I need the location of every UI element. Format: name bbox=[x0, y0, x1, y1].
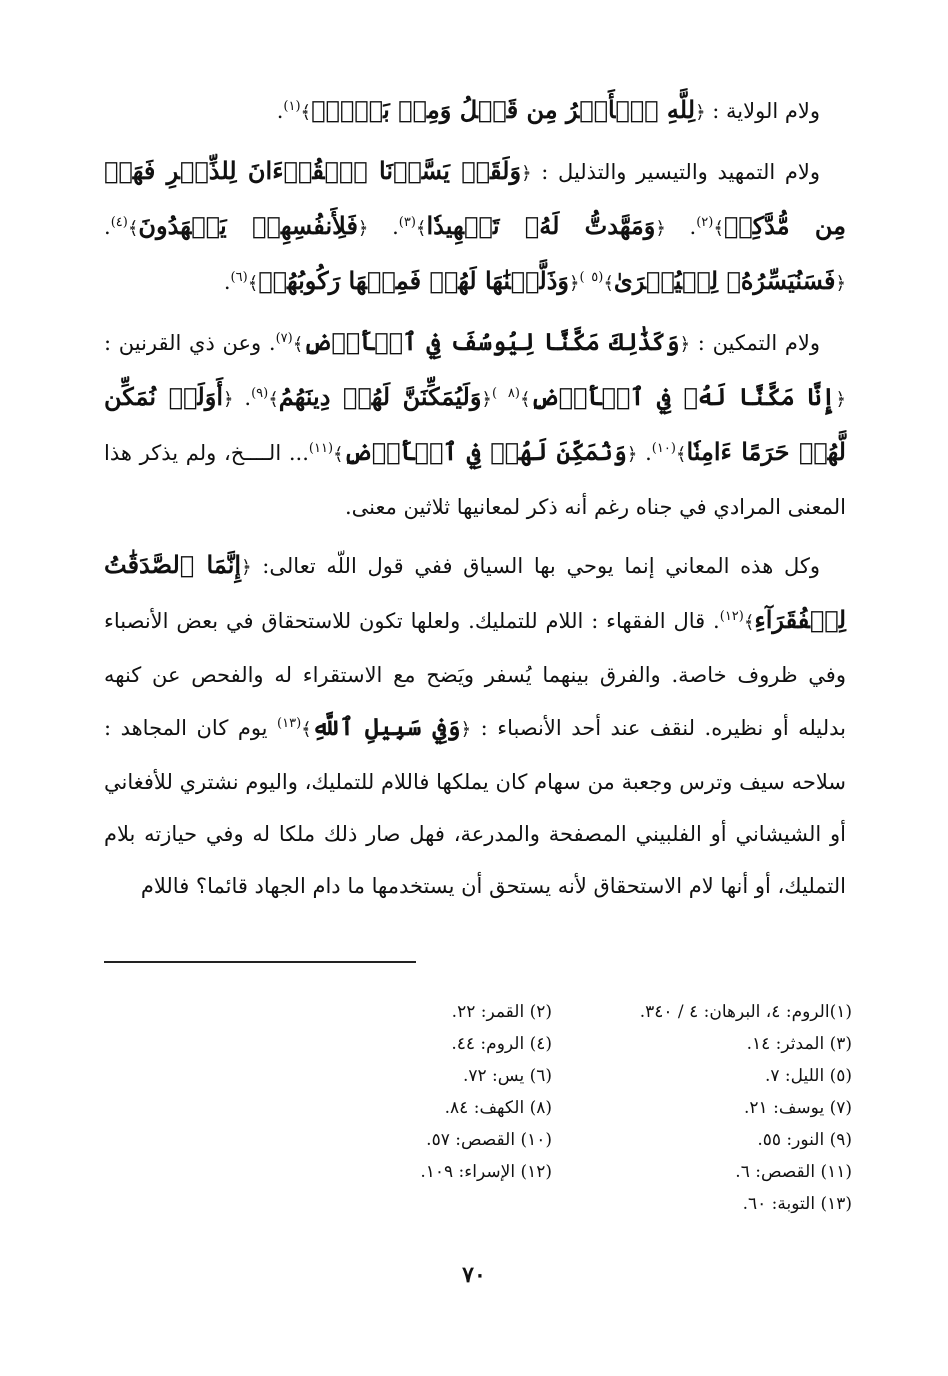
footnote: (٨) الكهف: ٨٤. bbox=[444, 1098, 552, 1118]
page-body bbox=[104, 84, 846, 912]
ayah-open-ornament: ﴿ bbox=[481, 389, 492, 410]
footnote-marker: (١) bbox=[283, 99, 301, 114]
ayah-close-ornament: ﴾ bbox=[743, 612, 755, 633]
body-text: . bbox=[223, 270, 231, 294]
body-text: . bbox=[104, 215, 111, 239]
quran-verse: إِنَّمَا ٱلصَّدَقَٰتُ لِلۡفُقَرَآءِ bbox=[104, 550, 846, 634]
ayah-close-ornament: ﴾ bbox=[247, 273, 259, 294]
body-text: ولام التمكين : bbox=[690, 331, 821, 355]
body-text: يوم كان المجاهد : سلاحه سيف وترس وجعبة من سهام كان يملكها فاللام للتمليك، واليوم نشتري للأفغاني أو الشيشاني أو الفلبيني المصفحة والمدرعة، فهل صار ذلك ملكا له وفي حيازته بلام التمليك، أو أنها لام الاستحقاق لأنه يستحق أن يستخدمها ما دام الجهاد قائما؟ فاللام bbox=[104, 716, 846, 898]
ayah-close-ornament: ﴾ bbox=[292, 334, 304, 355]
ayah-close-ornament: ﴾ bbox=[713, 218, 724, 239]
body-text: . bbox=[233, 386, 252, 410]
quran-verse: وَفِي سَبِيلِ ٱللَّهِ bbox=[311, 712, 461, 741]
ayah-close-ornament: ﴾ bbox=[675, 444, 687, 465]
quran-verse: إِنَّا مَكَّنَّا لَهُۥ فِي ٱلۡأَرۡضِ bbox=[530, 382, 836, 411]
ayah-open-ornament: ﴿ bbox=[835, 273, 846, 294]
footnote-separator bbox=[104, 961, 416, 963]
paragraph bbox=[104, 316, 846, 533]
quran-verse: وَكَذَٰلِكَ مَكَّنَّا لِيُوسُفَ فِي ٱلۡأَرۡضِ bbox=[303, 327, 680, 356]
footnote: (٦) يس: ٧٢. bbox=[462, 1066, 552, 1086]
footnote-marker: (٨ bbox=[507, 386, 520, 401]
footnote: (٣) المدثر: ١٤. bbox=[746, 1034, 852, 1054]
quran-verse: أَوَلَمۡ نُمَكِّن لَّهُمۡ حَرَمًا ءَامِنٗا bbox=[104, 382, 846, 466]
paragraph bbox=[104, 84, 846, 139]
ayah-open-ornament: ﴿ bbox=[521, 163, 532, 184]
ayah-close-ornament: ﴾ bbox=[519, 389, 531, 410]
footnote-marker: (١٢) bbox=[719, 609, 744, 624]
footnote-marker: (٤) bbox=[110, 215, 128, 230]
ayah-close-ornament: ﴾ bbox=[301, 719, 312, 740]
quran-verse: وَلَيُمَكِّنَنَّ لَهُمۡ دِينَهُمُ bbox=[278, 382, 482, 411]
footnote: (٤) الروم: ٤٤. bbox=[451, 1034, 552, 1054]
quran-verse: فَسَنُيَسِّرُهُۥ لِلۡيُسۡرَىٰ bbox=[613, 266, 836, 295]
body-text: . وعن ذي القرنين : bbox=[104, 331, 276, 355]
quran-verse: وَلَقَدۡ يَسَّرۡنَا ٱلۡقُرۡءَانَ لِلذِّكۡرِ فَهَلۡ مِن مُّدَّكِرٖ bbox=[104, 156, 847, 240]
footnote-marker: (٥ bbox=[591, 270, 604, 285]
body-text: ولام الولاية : bbox=[705, 99, 820, 123]
body-text: ولام التمهيد والتيسير والتذليل : bbox=[531, 160, 820, 184]
footnote: (٥) الليل: ٧. bbox=[764, 1066, 852, 1086]
ayah-open-ornament: ﴿ bbox=[655, 218, 666, 239]
body-text: . bbox=[368, 215, 399, 239]
body-text: . bbox=[637, 441, 652, 465]
ayah-open-ornament: ﴿ bbox=[241, 557, 252, 578]
body-text: ... الــــخ، ولم يذكر هذا المعنى المرادي في جناه رغم أنه ذكر لمعانيها ثلاثين معنى. bbox=[104, 441, 846, 519]
ayah-open-ornament: ﴿ bbox=[222, 389, 234, 410]
footnote: (١٣) التوبة: ٦٠. bbox=[742, 1194, 852, 1214]
paragraph bbox=[104, 539, 846, 912]
footnote: (٧) يوسف: ٢١. bbox=[744, 1098, 852, 1118]
footnote: (٩) النور: ٥٥. bbox=[757, 1130, 852, 1150]
ayah-open-ornament: ﴿ bbox=[695, 102, 706, 123]
footnote-marker: (٦) bbox=[230, 270, 248, 285]
footnote: (٢) القمر: ٢٢. bbox=[451, 1002, 552, 1022]
footnote-marker: ) bbox=[491, 386, 498, 401]
body-text bbox=[497, 386, 508, 410]
quran-verse: وَمَهَّدتُّ لَهُۥ تَمۡهِيدٗا bbox=[426, 211, 656, 240]
footnotes-right-column bbox=[552, 996, 852, 1220]
quran-verse: لِلَّهِ ٱلۡأَمۡرُ مِن قَبۡلُ وَمِنۢ بَعۡدُۚ bbox=[311, 95, 696, 124]
footnotes bbox=[292, 996, 852, 1220]
ayah-open-ornament: ﴿ bbox=[460, 719, 472, 740]
footnote: (١٢) الإسراء: ١٠٩. bbox=[420, 1162, 552, 1182]
body-text: . قال الفقهاء : اللام للتمليك. ولعلها تكون للاستحقاق في بعض الأنصباء وفي ظروف خاصة. والفرق بينهما يُسفر ويَضح مع الاستقراء له والفحص عن كنهه بدليله أو نظيره. لنقف عند أحد الأنصباء : bbox=[104, 609, 846, 740]
footnote: (١١) القصص: ٦. bbox=[735, 1162, 852, 1182]
footnote-marker: (٩) bbox=[251, 386, 269, 401]
ayah-close-ornament: ﴾ bbox=[333, 444, 344, 465]
body-text: وكل هذه المعاني إنما يوحي بها السياق ففي قول اللّه تعالى: bbox=[251, 554, 820, 578]
footnotes-left-column bbox=[292, 996, 552, 1220]
body-text: . bbox=[276, 99, 284, 123]
footnote-marker: (١٣) bbox=[277, 716, 302, 731]
footnote-marker: (١٠) bbox=[651, 441, 676, 456]
quran-verse: وَذَلَّلۡنَٰهَا لَهُمۡ فَمِنۡهَا رَكُوبُهُمۡ bbox=[258, 266, 569, 295]
footnote-marker: ) bbox=[579, 270, 585, 285]
ayah-open-ornament: ﴿ bbox=[679, 334, 691, 355]
body-text: . bbox=[665, 215, 697, 239]
ayah-open-ornament: ﴿ bbox=[626, 444, 638, 465]
footnote-marker: (٣) bbox=[398, 215, 416, 230]
ayah-close-ornament: ﴾ bbox=[127, 218, 139, 239]
ayah-close-ornament: ﴾ bbox=[603, 273, 614, 294]
footnote-marker: (٢) bbox=[696, 215, 714, 230]
footnote-marker: (١١) bbox=[308, 441, 334, 456]
ayah-close-ornament: ﴾ bbox=[415, 218, 427, 239]
ayah-open-ornament: ﴿ bbox=[357, 218, 369, 239]
page-number: ٧٠ bbox=[462, 1262, 486, 1288]
ayah-close-ornament: ﴾ bbox=[268, 389, 279, 410]
quran-verse: فَلِأَنفُسِهِمۡ يَمۡهَدُونَ bbox=[138, 211, 358, 240]
ayah-close-ornament: ﴾ bbox=[300, 102, 312, 123]
footnote: (١)الروم: ٤، البرهان: ٤ / ٣٤٠. bbox=[639, 1002, 852, 1022]
ayah-open-ornament: ﴿ bbox=[835, 389, 846, 410]
ayah-open-ornament: ﴿ bbox=[568, 273, 580, 294]
quran-verse: وَنُمَكِّنَ لَهُمۡ فِي ٱلۡأَرۡضِ bbox=[343, 437, 627, 466]
footnote: (١٠) القصص: ٥٧. bbox=[426, 1130, 552, 1150]
footnote-marker: (٧) bbox=[275, 331, 293, 346]
paragraph bbox=[104, 145, 846, 310]
